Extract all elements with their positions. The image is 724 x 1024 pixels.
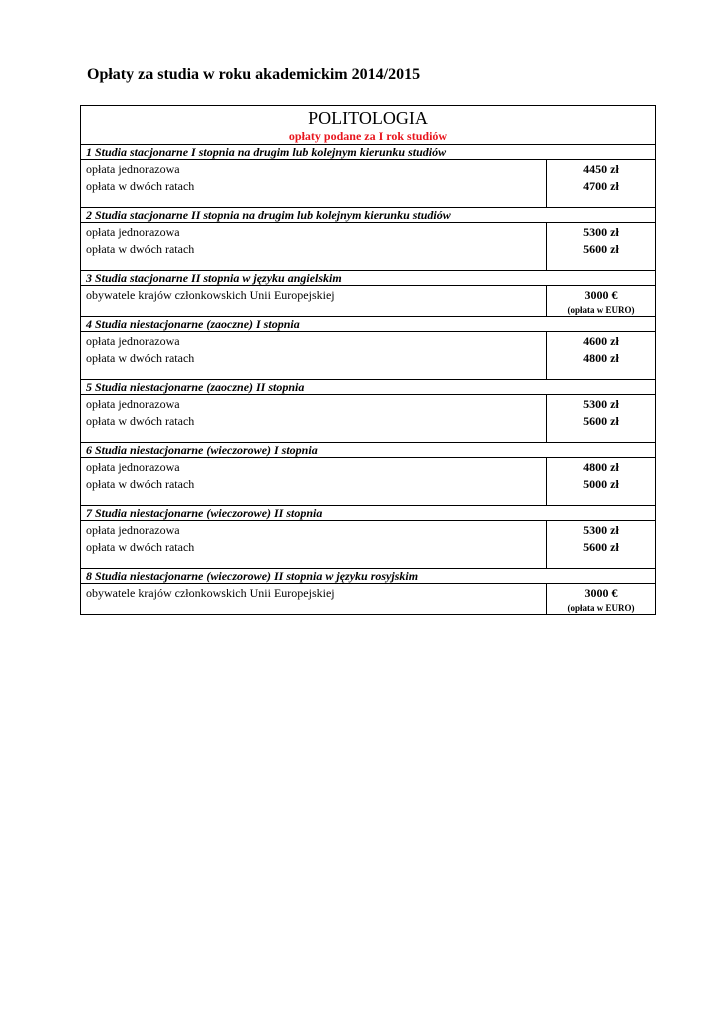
section-body [81, 521, 655, 568]
fee-label: opłata w dwóch ratach [86, 179, 195, 193]
table-header [81, 106, 655, 145]
fee-amount: 5300 zł [583, 523, 619, 537]
section-body [81, 584, 655, 614]
fee-section [81, 569, 655, 614]
page-title: Opłaty za studia w roku akademickim 2014/2015 [87, 66, 421, 83]
fee-labels [81, 584, 547, 614]
section-title: 5 Studia niestacjonarne (zaoczne) II stopnia [81, 380, 655, 395]
fee-amount: 4800 zł [583, 351, 619, 365]
fee-values [547, 521, 655, 568]
fee-amount: 5300 zł [583, 397, 619, 411]
fee-amount: 3000 € [584, 288, 618, 302]
fee-label: opłata jednorazowa [86, 334, 180, 348]
section-title: 1 Studia stacjonarne I stopnia na drugim lub kolejnym kierunku studiów [81, 145, 655, 160]
fee-label: opłata w dwóch ratach [86, 242, 195, 256]
fee-section [81, 271, 655, 317]
fee-amount: 4450 zł [583, 162, 619, 176]
fee-values [547, 458, 655, 505]
section-body [81, 223, 655, 270]
fee-section [81, 145, 655, 208]
fee-values [547, 160, 655, 207]
currency-note: (opłata w EURO) [567, 603, 635, 613]
fee-section [81, 208, 655, 271]
fee-values [547, 332, 655, 379]
fee-label: opłata jednorazowa [86, 523, 180, 537]
currency-note: (opłata w EURO) [567, 305, 635, 315]
fee-labels [81, 286, 547, 316]
section-body [81, 395, 655, 442]
program-name: POLITOLOGIA [308, 108, 428, 128]
fee-labels [81, 332, 547, 379]
fee-label: opłata w dwóch ratach [86, 477, 195, 491]
fee-label: obywatele krajów członkowskich Unii Europejskiej [86, 586, 335, 600]
fee-label: opłata jednorazowa [86, 225, 180, 239]
fee-labels [81, 395, 547, 442]
fee-section [81, 443, 655, 506]
fee-amount: 3000 € [584, 586, 618, 600]
section-title: 6 Studia niestacjonarne (wieczorowe) I stopnia [81, 443, 655, 458]
fee-sections [81, 145, 655, 614]
section-body [81, 458, 655, 505]
fee-values [547, 223, 655, 270]
section-title: 2 Studia stacjonarne II stopnia na drugim lub kolejnym kierunku studiów [81, 208, 655, 223]
fee-amount: 4800 zł [583, 460, 619, 474]
fee-label: opłata jednorazowa [86, 397, 180, 411]
fee-labels [81, 223, 547, 270]
fee-label: obywatele krajów członkowskich Unii Europejskiej [86, 288, 335, 302]
fee-amount: 5600 zł [583, 414, 619, 428]
section-title: 4 Studia niestacjonarne (zaoczne) I stopnia [81, 317, 655, 332]
fee-amount: 5600 zł [583, 242, 619, 256]
fees-table [80, 105, 656, 615]
section-title: 7 Studia niestacjonarne (wieczorowe) II stopnia [81, 506, 655, 521]
fee-amount: 5000 zł [583, 477, 619, 491]
fee-label: opłata jednorazowa [86, 162, 180, 176]
fee-values [547, 286, 655, 316]
fee-amount: 4700 zł [583, 179, 619, 193]
fee-amount: 5300 zł [583, 225, 619, 239]
program-note: opłaty podane za I rok studiów [288, 129, 448, 143]
fee-amount: 4600 zł [583, 334, 619, 348]
fee-labels [81, 458, 547, 505]
section-body [81, 286, 655, 316]
fee-labels [81, 160, 547, 207]
fee-values [547, 395, 655, 442]
section-body [81, 160, 655, 207]
fee-label: opłata w dwóch ratach [86, 414, 195, 428]
fee-section [81, 380, 655, 443]
section-body [81, 332, 655, 379]
section-title: 3 Studia stacjonarne II stopnia w języku angielskim [81, 271, 655, 286]
fee-amount: 5600 zł [583, 540, 619, 554]
section-title: 8 Studia niestacjonarne (wieczorowe) II stopnia w języku rosyjskim [81, 569, 655, 584]
fee-values [547, 584, 655, 614]
fee-label: opłata w dwóch ratach [86, 540, 195, 554]
fee-label: opłata jednorazowa [86, 460, 180, 474]
fee-labels [81, 521, 547, 568]
fee-section [81, 506, 655, 569]
fee-section [81, 317, 655, 380]
fee-label: opłata w dwóch ratach [86, 351, 195, 365]
